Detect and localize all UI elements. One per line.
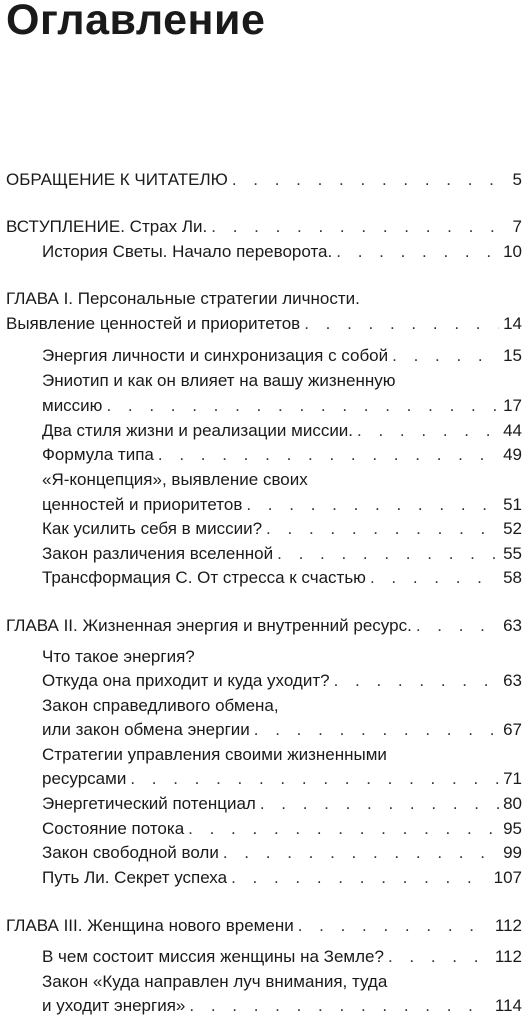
toc-page-number: 49 [503,445,522,464]
toc-subentry[interactable] [42,767,522,791]
toc-entry-label: Как усилить себя в миссии? [42,519,263,538]
toc-page-number: 5 [512,170,522,189]
toc-entry-label: миссию [42,396,103,415]
toc-subentry[interactable] [42,970,522,994]
leader-dots [298,914,491,938]
toc-subentry[interactable] [42,743,522,767]
leader-dots [223,841,499,865]
toc-subentry[interactable] [42,669,522,693]
toc-entry-label: Выявление ценностей и приоритетов [6,314,301,333]
toc-entry-label: Закон «Куда направлен луч внимания, туда [42,972,388,991]
toc-subentry[interactable] [42,240,522,264]
leader-dots [277,542,499,566]
toc-page-number: 71 [503,769,522,788]
toc-subentry[interactable] [42,994,522,1018]
toc-entry-label: Что такое энергия? [42,647,195,666]
leader-dots [188,817,499,841]
leader-dots [416,614,499,638]
toc-entry-label: Путь Ли. Секрет успеха [42,868,228,887]
toc-chapter-1-cont[interactable] [6,312,522,336]
toc-chapter-3[interactable] [6,914,522,938]
toc-subentry[interactable] [42,566,522,590]
toc-subentry[interactable] [42,645,522,669]
toc-entry-label: Трансформация С. От стресса к счастью [42,568,366,587]
toc-page-number: 17 [503,396,522,415]
leader-dots [254,718,499,742]
toc-entry-label: Энергетический потенциал [42,794,256,813]
toc-entry-label: Эниотип и как он влияет на вашу жизненную [42,371,396,390]
toc-subentry[interactable] [42,517,522,541]
toc-page-number: 114 [494,996,522,1015]
toc-entry-label: ГЛАВА III. Женщина нового времени [6,916,294,935]
toc-page-number: 112 [494,947,522,966]
toc-page-number: 63 [503,671,522,690]
toc-subentry[interactable] [42,945,522,969]
toc-page-number: 99 [503,843,522,862]
toc-entry-label: ОБРАЩЕНИЕ К ЧИТАТЕЛЮ [6,170,228,189]
toc-subentry[interactable] [42,443,522,467]
toc-entry-label: История Светы. Начало переворота. [42,242,333,261]
toc-entry-intro[interactable] [6,215,522,239]
toc-entry-label: или закон обмена энергии [42,720,250,739]
toc-entry-label: Откуда она приходит и куда уходит? [42,671,330,690]
toc-page-number: 14 [503,314,522,333]
leader-dots [231,866,490,890]
toc-page-number: 52 [503,519,522,538]
toc-entry-label: и уходит энергия» [42,996,186,1015]
toc-subentry[interactable] [42,493,522,517]
toc-chapter-2[interactable] [6,614,522,638]
leader-dots [211,215,508,239]
leader-dots [246,493,499,517]
toc-entry-label: «Я-концепция», выявление своих [42,470,308,489]
toc-subentry[interactable] [42,694,522,718]
leader-dots [158,443,499,467]
toc-page-number: 80 [503,794,522,813]
leader-dots [266,517,499,541]
toc-subentry[interactable] [42,394,522,418]
toc-subentry[interactable] [42,369,522,393]
page-title: Оглавление [6,0,266,44]
toc-entry-label: Состояние потока [42,819,185,838]
toc-page-number: 58 [503,568,522,587]
toc-entry-label: ресурсами [42,769,127,788]
leader-dots [304,312,499,336]
toc-entry-label: ВСТУПЛЕНИЕ. Страх Ли. [6,217,208,236]
toc-subentry[interactable] [42,866,522,890]
toc-page-number: 55 [503,544,522,563]
leader-dots [370,566,499,590]
leader-dots [260,792,499,816]
leader-dots [336,240,499,264]
leader-dots [106,394,499,418]
toc-entry-label: Закон справедливого обмена, [42,696,279,715]
toc-entry-label: ГЛАВА II. Жизненная энергия и внутренний ресурс. [6,616,412,635]
toc-page-number: 95 [503,819,522,838]
toc-page-number: 15 [503,346,522,365]
toc-entry-label: Два стиля жизни и реализации миссии. [42,421,354,440]
toc-page-number: 7 [512,217,522,236]
leader-dots [189,994,491,1018]
toc-subentry[interactable] [42,468,522,492]
toc-page-number: 51 [503,495,522,514]
toc-subentry[interactable] [42,841,522,865]
toc-subentry[interactable] [42,419,522,443]
toc-page-number: 63 [503,616,522,635]
toc-entry-label: В чем состоит миссия женщины на Земле? [42,947,384,966]
toc-subentry[interactable] [42,792,522,816]
toc-entry-label: Формула типа [42,445,154,464]
leader-dots [130,767,499,791]
toc-entry-label: Энергия личности и синхронизация с собой [42,346,389,365]
toc-page-number: 10 [503,242,522,261]
leader-dots [334,669,499,693]
toc-entry-label: Закон свободной воли [42,843,219,862]
toc-entry-label: ГЛАВА I. Персональные стратегии личности. [6,289,360,308]
toc-subentry[interactable] [42,542,522,566]
leader-dots [392,344,499,368]
toc-subentry[interactable] [42,718,522,742]
toc-subentry[interactable] [42,817,522,841]
toc-page-number: 67 [503,720,522,739]
leader-dots [388,945,491,969]
toc-page-number: 44 [503,421,522,440]
leader-dots [357,419,499,443]
toc-page-number: 112 [494,916,522,935]
toc-entry-label: Закон различения вселенной [42,544,274,563]
toc-entry-label: ценностей и приоритетов [42,495,243,514]
toc-page-number: 107 [493,868,522,887]
toc-entry-reader[interactable] [6,168,522,192]
toc-subentry[interactable] [42,344,522,368]
leader-dots [232,168,509,192]
toc-chapter-1[interactable] [6,287,522,311]
toc-entry-label: Стратегии управления своими жизненными [42,745,387,764]
